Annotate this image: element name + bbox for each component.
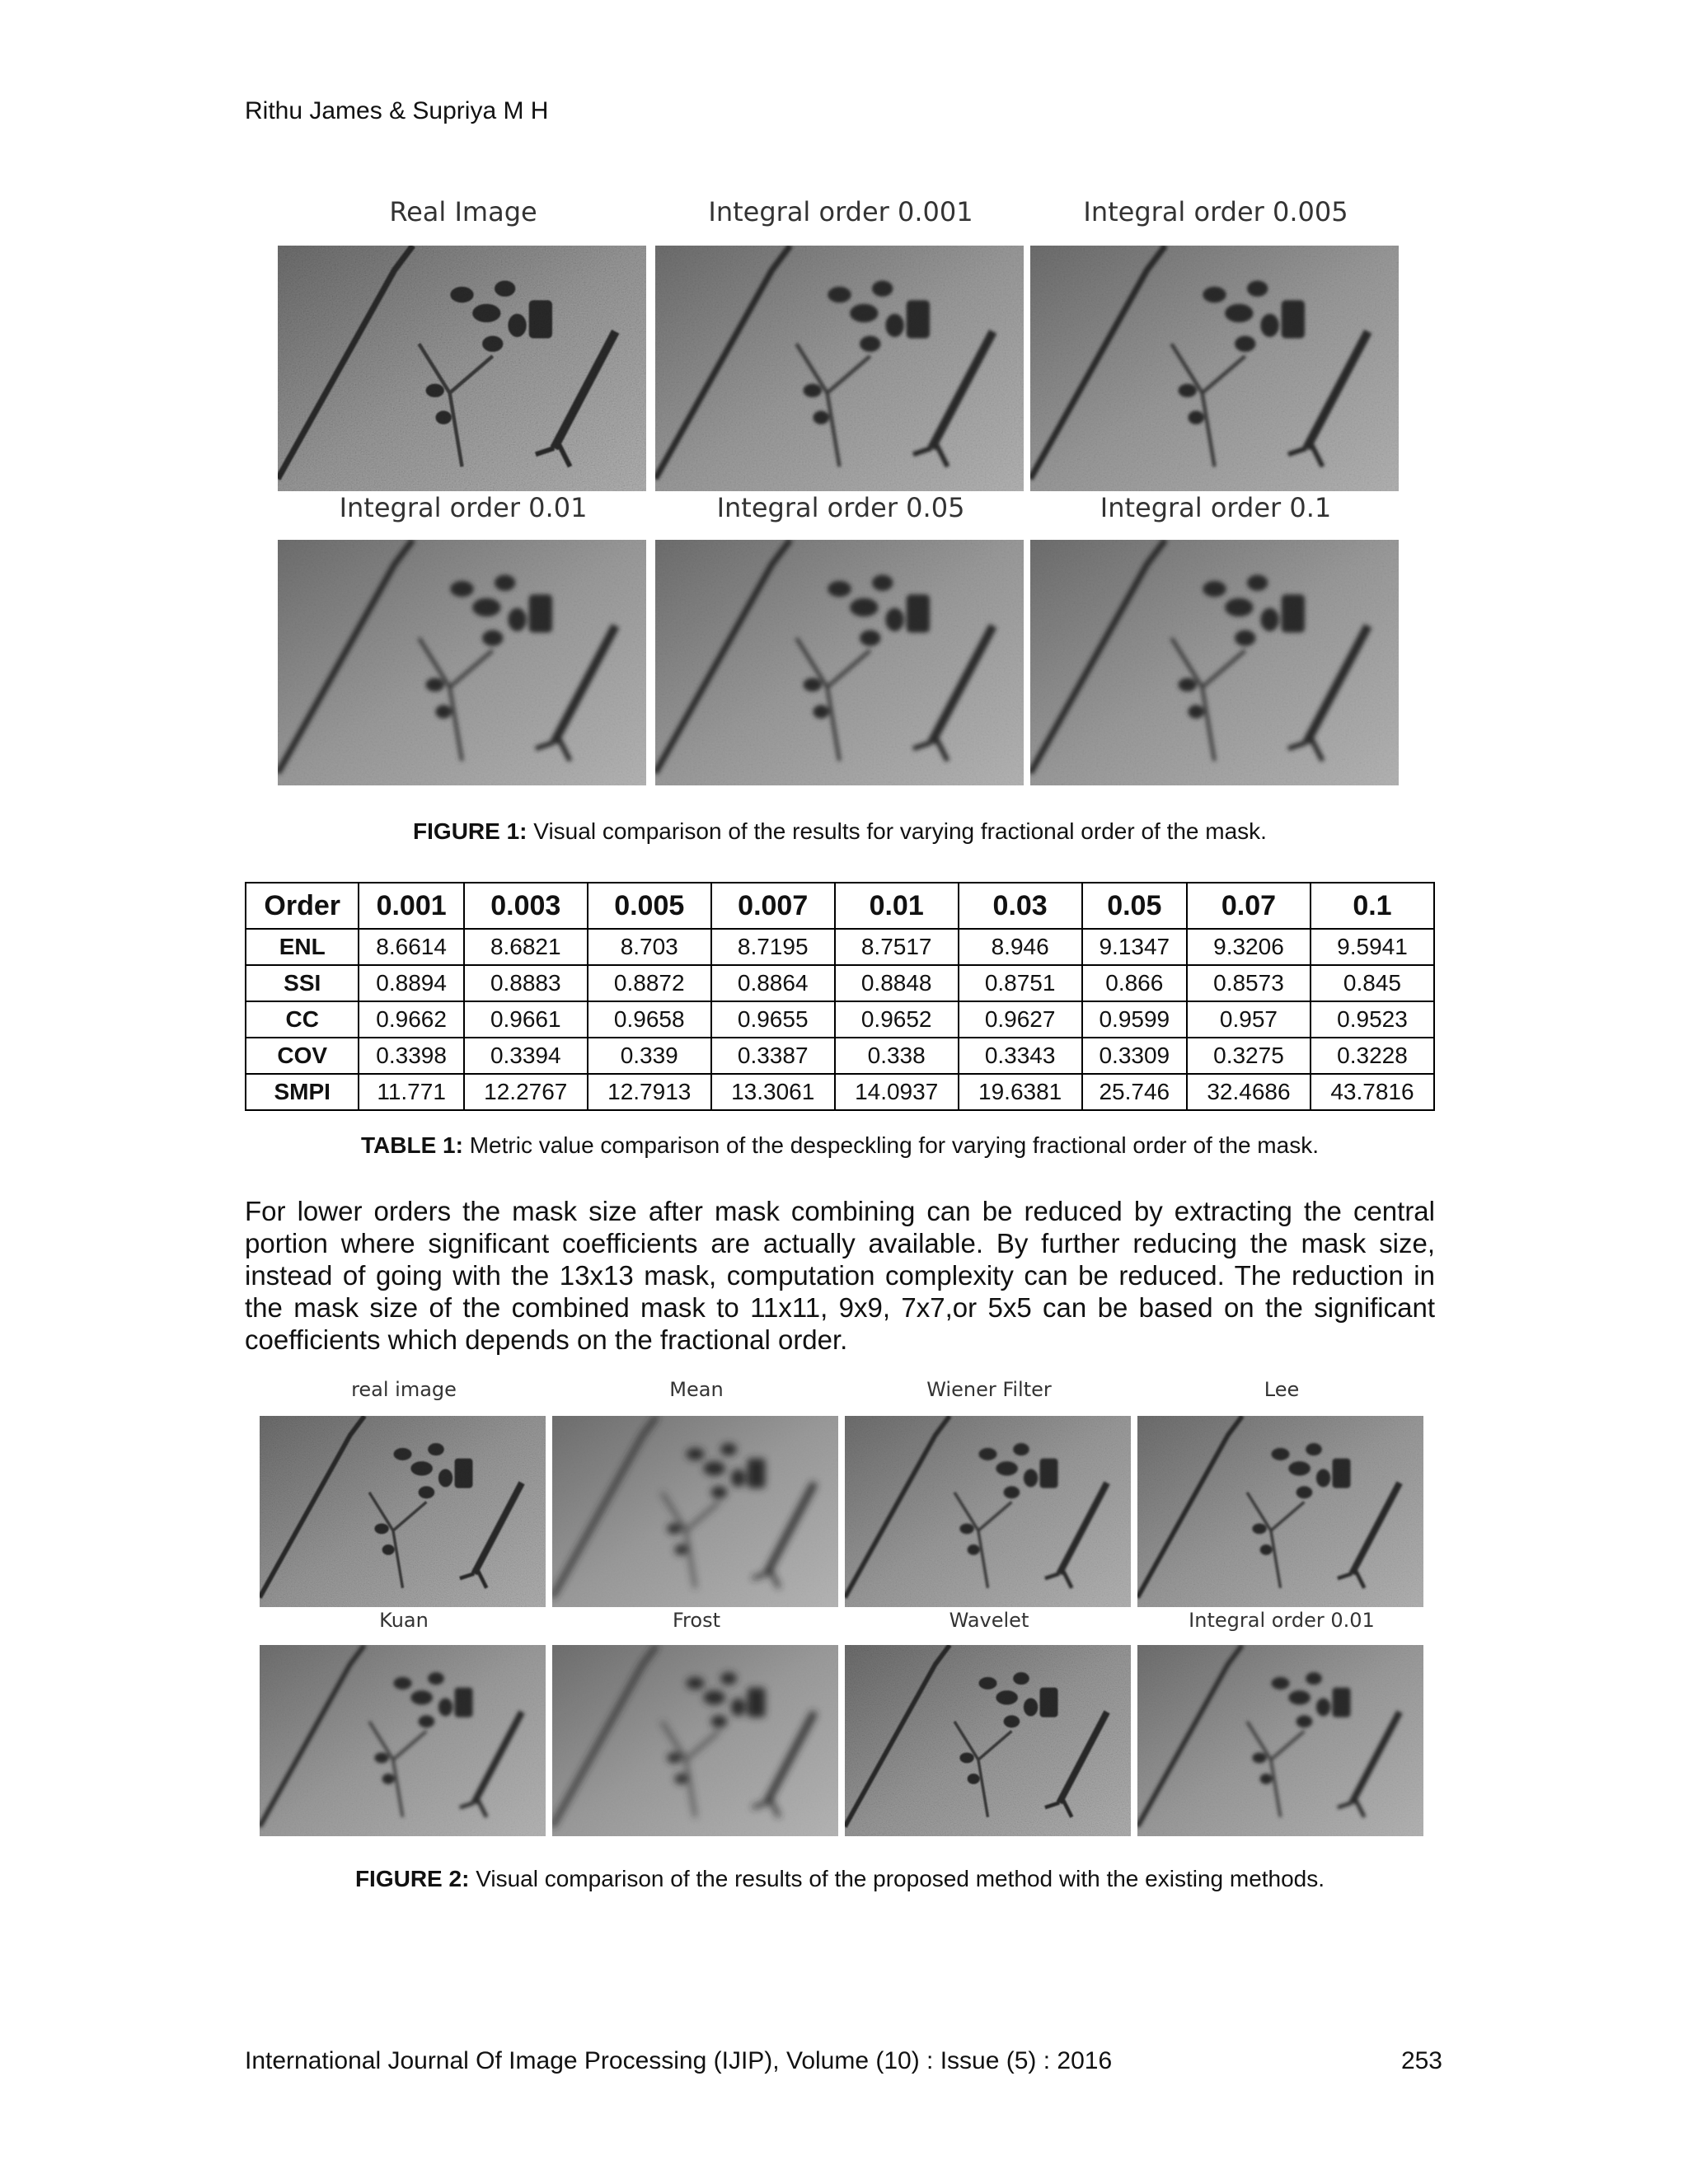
figure-1-panel-title: Integral order 0.01 xyxy=(339,492,588,523)
figure-1-caption-text: Visual comparison of the results for varying fractional order of the mask. xyxy=(527,818,1267,844)
figure-1-panel-title: Integral order 0.001 xyxy=(708,196,973,227)
table-cell: 0.866 xyxy=(1082,965,1187,1001)
table-row-label: COV xyxy=(246,1038,359,1074)
table-cell: 0.8573 xyxy=(1187,965,1311,1001)
table-cell: 0.9658 xyxy=(588,1001,711,1038)
table-cell: 25.746 xyxy=(1082,1074,1187,1110)
figure-2-panel-title: Integral order 0.01 xyxy=(1189,1609,1375,1632)
figure-2-panel-title: Lee xyxy=(1264,1378,1300,1401)
figure-1-image xyxy=(655,540,1024,785)
figure-2-panel-title: real image xyxy=(351,1378,457,1401)
figure-2-image xyxy=(845,1645,1131,1836)
table-cell: 0.957 xyxy=(1187,1001,1311,1038)
table-1-caption-text: Metric value comparison of the despeckling for varying fractional order of the mask. xyxy=(462,1132,1319,1158)
table-cell: 8.6614 xyxy=(359,929,463,965)
table-header-cell: 0.1 xyxy=(1311,883,1434,929)
table-cell: 0.3398 xyxy=(359,1038,463,1074)
table-cell: 9.1347 xyxy=(1082,929,1187,965)
table-row xyxy=(246,1074,1434,1110)
figure-1-image xyxy=(278,540,646,785)
figure-2-image xyxy=(260,1645,546,1836)
table-cell: 8.703 xyxy=(588,929,711,965)
table-cell: 12.7913 xyxy=(588,1074,711,1110)
table-cell: 0.339 xyxy=(588,1038,711,1074)
table-header-cell: 0.007 xyxy=(711,883,835,929)
table-cell: 8.7517 xyxy=(835,929,959,965)
table-row xyxy=(246,1038,1434,1074)
table-cell: 0.9599 xyxy=(1082,1001,1187,1038)
table-cell: 0.8848 xyxy=(835,965,959,1001)
table-cell: 0.845 xyxy=(1311,965,1434,1001)
figure-2-image xyxy=(1137,1416,1423,1607)
table-cell: 0.8894 xyxy=(359,965,463,1001)
figure-1-image xyxy=(1030,246,1399,491)
figure-1-caption-label: FIGURE 1: xyxy=(413,818,528,844)
figure-2-panel-title: Kuan xyxy=(379,1609,429,1632)
table-cell: 0.338 xyxy=(835,1038,959,1074)
table-cell: 0.3228 xyxy=(1311,1038,1434,1074)
figure-2-caption-label: FIGURE 2: xyxy=(354,1866,470,1891)
table-cell: 9.3206 xyxy=(1187,929,1311,965)
figure-1-caption xyxy=(245,818,1435,845)
table-cell: 43.7816 xyxy=(1311,1074,1434,1110)
table-cell: 0.9523 xyxy=(1311,1001,1434,1038)
table-header-cell: 0.003 xyxy=(464,883,588,929)
body-paragraph: For lower orders the mask size after mask combining can be reduced by extracting the central portion where significant coefficients are actually available. By further reducing the mask size, instead of going with the 13x13 mask, computation complexity can be reduced. The reduction in the mask size of the combined mask to 11x11, 9x9, 7x7,or 5x5 can be based on the significant coefficients which depends on the fractional order. xyxy=(245,1196,1435,1355)
table-cell: 0.9662 xyxy=(359,1001,463,1038)
table-cell: 0.3275 xyxy=(1187,1038,1311,1074)
figure-2-panel-title: Wavelet xyxy=(949,1609,1029,1632)
table-cell: 8.946 xyxy=(959,929,1082,965)
table-cell: 8.6821 xyxy=(464,929,588,965)
figure-2-image xyxy=(1137,1645,1423,1836)
table-row-label: SSI xyxy=(246,965,359,1001)
figure-1-panel-title: Integral order 0.005 xyxy=(1083,196,1348,227)
figure-2-caption xyxy=(245,1866,1435,1892)
running-header: Rithu James & Supriya M H xyxy=(245,97,549,124)
table-1-caption xyxy=(245,1132,1435,1159)
table-row-label: CC xyxy=(246,1001,359,1038)
table-row-label: SMPI xyxy=(246,1074,359,1110)
table-cell: 9.5941 xyxy=(1311,929,1434,965)
journal-footer: International Journal Of Image Processing (IJIP), Volume (10) : Issue (5) : 2016 xyxy=(245,2047,1113,2074)
table-cell: 32.4686 xyxy=(1187,1074,1311,1110)
table-cell: 14.0937 xyxy=(835,1074,959,1110)
table-header-cell: 0.05 xyxy=(1082,883,1187,929)
table-row xyxy=(246,1001,1434,1038)
page-number: 253 xyxy=(1400,2047,1442,2074)
figure-2-panel-title: Wiener Filter xyxy=(926,1378,1052,1401)
figure-2-image xyxy=(552,1645,838,1836)
table-header-cell: 0.001 xyxy=(359,883,463,929)
metrics-table xyxy=(245,882,1435,1111)
table-cell: 11.771 xyxy=(359,1074,463,1110)
figure-1-panel-title: Integral order 0.1 xyxy=(1100,492,1332,523)
figure-2-image xyxy=(845,1416,1131,1607)
figure-1-panel-title: Real Image xyxy=(389,196,537,227)
table-cell: 19.6381 xyxy=(959,1074,1082,1110)
table-cell: 0.3343 xyxy=(959,1038,1082,1074)
figure-2-panel-title: Frost xyxy=(673,1609,720,1632)
table-cell: 0.3387 xyxy=(711,1038,835,1074)
table-cell: 0.3309 xyxy=(1082,1038,1187,1074)
table-cell: 0.9627 xyxy=(959,1001,1082,1038)
table-cell: 0.8751 xyxy=(959,965,1082,1001)
figure-1-image xyxy=(278,246,646,491)
table-cell: 13.3061 xyxy=(711,1074,835,1110)
table-cell: 12.2767 xyxy=(464,1074,588,1110)
table-cell: 0.8872 xyxy=(588,965,711,1001)
table-cell: 8.7195 xyxy=(711,929,835,965)
table-header-cell: 0.07 xyxy=(1187,883,1311,929)
table-header-cell: 0.03 xyxy=(959,883,1082,929)
table-1-caption-label: TABLE 1: xyxy=(361,1132,463,1158)
table-header-cell: Order xyxy=(246,883,359,929)
figure-2-image xyxy=(552,1416,838,1607)
table-header-cell: 0.01 xyxy=(835,883,959,929)
table-header-row xyxy=(246,883,1434,929)
figure-2-caption-text: Visual comparison of the results of the proposed method with the existing methods. xyxy=(469,1866,1325,1891)
table-cell: 0.9661 xyxy=(464,1001,588,1038)
figure-1-panel-title: Integral order 0.05 xyxy=(716,492,965,523)
table-row xyxy=(246,965,1434,1001)
table-row-label: ENL xyxy=(246,929,359,965)
table-header-cell: 0.005 xyxy=(588,883,711,929)
table-cell: 0.8864 xyxy=(711,965,835,1001)
figure-1-image xyxy=(655,246,1024,491)
table-cell: 0.9655 xyxy=(711,1001,835,1038)
table-cell: 0.9652 xyxy=(835,1001,959,1038)
figure-2-panel-title: Mean xyxy=(669,1378,724,1401)
figure-2-image xyxy=(260,1416,546,1607)
figure-1-image xyxy=(1030,540,1399,785)
table-cell: 0.3394 xyxy=(464,1038,588,1074)
table-cell: 0.8883 xyxy=(464,965,588,1001)
table-row xyxy=(246,929,1434,965)
